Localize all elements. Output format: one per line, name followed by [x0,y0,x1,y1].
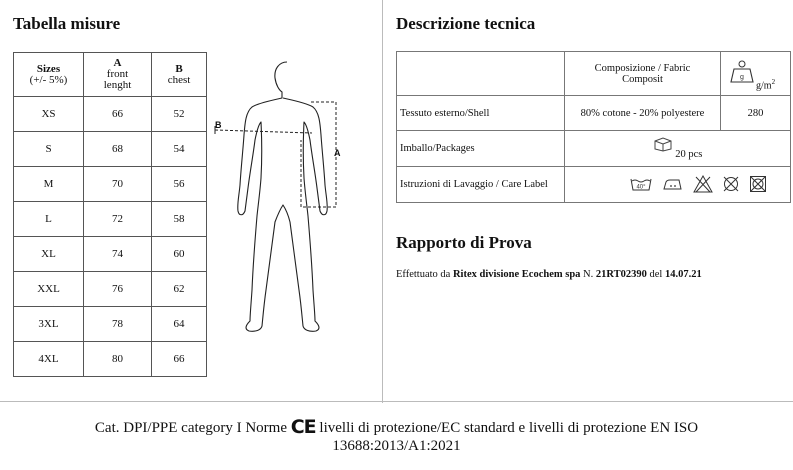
footer-line1-before: Cat. DPI/PPE category I Norme [94,420,291,436]
size-cell: XL [14,237,84,272]
a-cell: 78 [84,307,152,342]
wash-temp-text: 40° [635,184,646,190]
b-cell: 60 [152,237,207,272]
table-row [397,167,791,203]
header-a-letter: A [113,57,122,69]
header-a [84,53,152,97]
table-row [397,96,791,131]
label-b: B [215,120,222,130]
tech-empty-cell [397,52,565,96]
b-cell: 52 [152,97,207,132]
b-cell: 58 [152,202,207,237]
packages-value: 20 pcs [675,149,703,160]
tech-table [396,51,791,203]
header-a-line2: lenght [103,79,132,91]
table-row [14,202,207,237]
table-row [14,342,207,377]
tech-title: Descrizione tecnica [396,14,536,33]
body-measurement-figure [212,55,354,340]
b-cell: 66 [152,342,207,377]
b-cell: 64 [152,307,207,342]
care-label: Istruzioni di Lavaggio / Care Label [397,167,565,203]
no-tumble-dry-icon [749,175,767,193]
package-box-icon [653,136,673,152]
header-a-line1: front [106,68,129,80]
table-row [14,167,207,202]
header-b-letter: B [175,62,183,75]
tech-header-row [397,52,791,96]
table-row [14,307,207,342]
packages-cell [565,131,791,167]
size-cell: S [14,132,84,167]
size-cell: XS [14,97,84,132]
weight-unit [756,78,775,91]
shell-composition: 80% cotone - 20% polyestere [565,96,721,131]
composition-header-line1: Composizione / Fabric [594,62,691,74]
a-cell: 74 [84,237,152,272]
a-cell: 68 [84,132,152,167]
table-row [14,237,207,272]
iron-icon [662,177,684,191]
report-prefix: Effettuato da [396,269,453,280]
wash-40-icon [629,176,653,192]
report-text [396,269,702,280]
footer-line2: 13688:2013/A1:2021 [332,438,461,454]
report-date-prefix: del [646,269,665,280]
composition-header-line2: Composit [622,73,663,85]
weight-header [721,52,791,96]
horizontal-divider [0,401,793,402]
table-row [14,132,207,167]
size-cell: M [14,167,84,202]
report-company: Ritex divisione Ecochem spa [452,269,581,280]
footer-line1 [0,418,793,437]
care-symbols [565,167,791,203]
a-cell: 80 [84,342,152,377]
a-cell: 70 [84,167,152,202]
ce-mark-icon: CE [290,416,316,438]
weight-icon [729,60,755,84]
a-cell: 66 [84,97,152,132]
weight-unit-text: g/m [756,80,772,92]
header-sizes-label: Sizes [36,62,61,75]
size-table-header [14,53,207,97]
size-cell: XXL [14,272,84,307]
report-title: Rapporto di Prova [396,233,532,252]
size-cell: 3XL [14,307,84,342]
report-number: 21RT02390 [595,269,647,280]
report-date: 14.07.21 [664,269,702,280]
report-number-prefix: N. [580,269,596,280]
header-sizes-tolerance: (+/- 5%) [29,73,68,86]
footer-certification [0,418,793,455]
chest-measure-line [215,130,312,133]
b-cell: 54 [152,132,207,167]
composition-header [565,52,721,96]
header-b [152,53,207,97]
table-row [14,97,207,132]
shell-label: Tessuto esterno/Shell [397,96,565,131]
packages-label: Imballo/Packages [397,131,565,167]
label-a: A [334,148,341,158]
shell-weight: 280 [721,96,791,131]
size-table-title: Tabella misure [13,14,121,33]
size-cell: 4XL [14,342,84,377]
size-cell: L [14,202,84,237]
footer-line1-after: livelli di protezione/EC standard e livelli di protezione EN ISO [315,420,699,436]
header-b-label: chest [167,73,191,86]
header-sizes [14,53,84,97]
a-cell: 76 [84,272,152,307]
b-cell: 56 [152,167,207,202]
no-dry-clean-icon [722,175,740,193]
table-row [14,272,207,307]
a-cell: 72 [84,202,152,237]
size-table [13,52,207,377]
table-row [397,131,791,167]
b-cell: 62 [152,272,207,307]
svg-text:g: g [740,74,744,81]
weight-unit-exp: 2 [771,78,776,86]
vertical-divider [382,0,383,403]
no-bleach-icon [693,175,713,193]
